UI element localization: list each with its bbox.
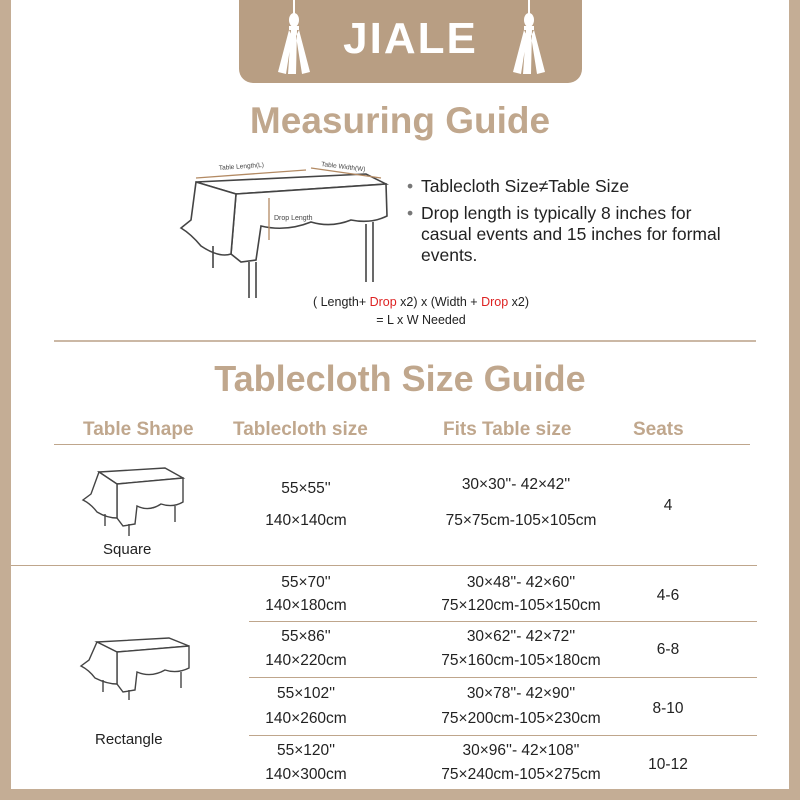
square-table-icon [77,458,193,538]
rect-cloth-in: 55×86'' [281,628,331,645]
table-measure-diagram [161,150,411,305]
square-seats: 4 [663,497,673,514]
note-bullet: • Tablecloth Size≠Table Size [407,176,737,197]
note-bullet: • Drop length is typically 8 inches for casual events and 15 inches for formal events. [407,203,737,266]
measuring-guide-title: Measuring Guide [249,100,551,141]
col-fits-table-size: Fits Table size [443,419,572,440]
square-cloth-cm: 140×140cm [265,512,347,529]
col-seats: Seats [633,419,684,440]
rect-seats: 10-12 [648,756,688,773]
col-table-shape: Table Shape [83,419,194,440]
rect-fit-in: 30×48''- 42×60'' [466,574,576,591]
row-rule [249,677,757,678]
rect-cloth-cm: 140×220cm [265,652,347,669]
rect-cloth-in: 55×70'' [281,574,331,591]
square-fit-cm: 75×75cm-105×105cm [445,512,597,529]
rect-cloth-in: 55×102'' [276,685,336,702]
measuring-notes [407,176,737,272]
tassel-icon [507,0,551,78]
row-rule [11,565,757,566]
brand-banner [239,0,582,83]
col-tablecloth-size: Tablecloth size [233,419,368,440]
rect-cloth-cm: 140×300cm [265,766,347,783]
formula-text: x2) [508,295,530,309]
rectangle-table-icon [77,630,197,702]
rect-cloth-cm: 140×180cm [265,597,347,614]
rect-fit-in: 30×96''- 42×108'' [462,742,580,759]
section-divider [54,340,756,342]
square-label: Square [103,541,152,558]
drop-length-label: Drop Length [274,215,313,222]
row-rule [249,735,757,736]
rect-fit-cm: 75×200cm-105×230cm [441,710,601,727]
rect-fit-cm: 75×160cm-105×180cm [441,652,601,669]
rect-seats: 8-10 [652,700,684,717]
rect-fit-in: 30×78''- 42×90'' [466,685,576,702]
header-rule [54,444,750,445]
brand-logo: JIALE [343,14,478,63]
row-rule [249,621,757,622]
square-fit-in: 30×30''- 42×42'' [461,476,571,493]
formula-text: ( Length+ [312,295,370,309]
rect-seats: 4-6 [656,587,680,604]
formula-drop: Drop [369,295,397,309]
formula-drop: Drop [481,295,509,309]
table-length-label: Table Length(L) [218,161,265,172]
table-width-label: Table Width(W) [320,161,366,174]
rect-fit-cm: 75×120cm-105×150cm [441,597,601,614]
rect-fit-cm: 75×240cm-105×275cm [441,766,601,783]
size-guide-title: Tablecloth Size Guide [214,358,586,399]
rect-seats: 6-8 [656,641,680,658]
rectangle-label: Rectangle [95,731,163,748]
formula-text: x2) x (Width + [396,295,482,309]
square-cloth-in: 55×55'' [281,480,331,497]
formula-line-2: = L x W Needed [376,313,466,327]
size-formula [271,293,571,329]
rect-cloth-in: 55×120'' [276,742,336,759]
rect-cloth-cm: 140×260cm [265,710,347,727]
rect-fit-in: 30×62''- 42×72'' [466,628,576,645]
formula-line-1 [271,293,571,311]
